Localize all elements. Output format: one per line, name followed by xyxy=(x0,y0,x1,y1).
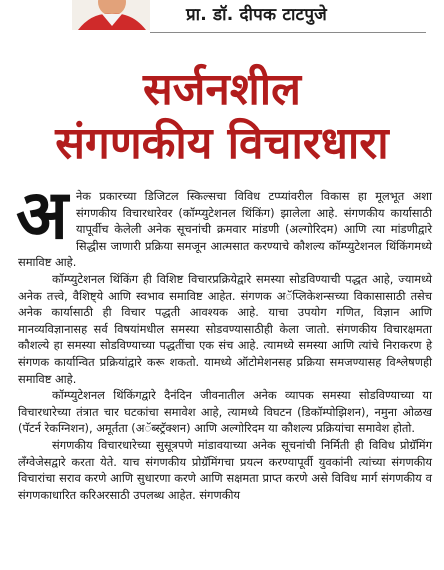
paragraph-3: कॉम्प्युटेशनल थिंकिंगद्वारे दैनंदिन जीवनातील अनेक व्यापक समस्या सोडविण्याच्या या विचारधारेच्या तंत्रात चार घटकांचा समावेश आहे, त्यामध्ये विघटन (डिकॉम्पोझिशन), नमुना ओळख (पॅटर्न रेकग्निशन), अमूर्तता (अॅब्स्ट्रॅक्शन) आणि अल्गोरिदम या कौशल्य प्रक्रियांचा समावेश होतो. xyxy=(18,388,432,436)
paragraph-4: संगणकीय विचारधारेच्या सुसूत्रपणे मांडावयाच्या अनेक सूचनांची निर्मिती ही विविध प्रोग्रॅमिंग लॅंग्वेजेसद्वारे करता येते. याच संगणकीय प्रोग्रॅमिंगचा प्रयत्न करण्यापूर्वी युवकांनी त्यांच्या संगणकीय विचारांचा सराव करणे आणि सुधारणा करणे आणि सक्षमता प्राप्त करणे असे विविध मार्ग संगणकीय व संगणकाधारित करिअरसाठी उपलब्ध आहेत. संगणकीय xyxy=(18,437,432,502)
author-photo xyxy=(72,0,150,30)
drop-cap: अ xyxy=(16,176,68,255)
paragraph-2: कॉम्प्युटेशनल थिंकिंग ही विशिष्ट विचारप्रक्रियेद्वारे समस्या सोडविण्याची पद्धत आहे, ज्यामध्ये अनेक तत्त्वे, वैशिष्ट्ये आणि स्वभाव समाविष्ट आहेत. संगणक अॅप्लिकेशन्सच्या विकासासाठी तसेच अनेक कार्यासाठी ही विचार पद्धती आवश्यक आहे. याचा उपयोग गणित, विज्ञान आणि मानव्यविज्ञानासह सर्व विषयांमधील समस्या सोडवण्यासाठीही केला जातो. संगणकीय विचारक्षमता कौशल्ये हा समस्या सोडविण्याच्या पद्धतींचा एक संच आहे. त्यामध्ये समस्या आणि त्यांचे निराकरण हे संगणक कार्यान्वित प्रक्रियांद्वारे करू शकतो. यामध्ये ऑटोमेशनसह प्रक्रिया समजण्यासह विश्लेषणही समाविष्ट आहे. xyxy=(18,271,432,386)
headline-line-1: सर्जनशील xyxy=(143,64,301,115)
article-body xyxy=(16,176,432,503)
headline-line-2: संगणकीय विचारधारा xyxy=(55,118,389,169)
author-name: प्रा. डॉ. दीपक टाटपुजे xyxy=(186,5,327,25)
byline-bar xyxy=(0,0,444,36)
paragraph-1-text: नेक प्रकारच्या डिजिटल स्किल्सचा विविध टप्प्यांवरील विकास हा मूलभूत अशा संगणकीय विचारधारेवर (कॉम्प्युटेशनल थिंकिंग) झालेला आहे. संगणकीय कार्यासाठी यापूर्वीच केलेली अनेक सूचनांची क्रमवार मांडणी (अल्गोरिदम) आणि त्या मांडणीद्वारे सिद्धीस जाणारी प्रक्रिया समजून आत्मसात करण्याचे कौशल्य कॉम्प्युटेशनल थिंकिंगमध्ये समाविष्ट आहे. xyxy=(18,189,432,270)
byline-divider xyxy=(150,32,426,33)
paragraph-1 xyxy=(16,176,432,271)
